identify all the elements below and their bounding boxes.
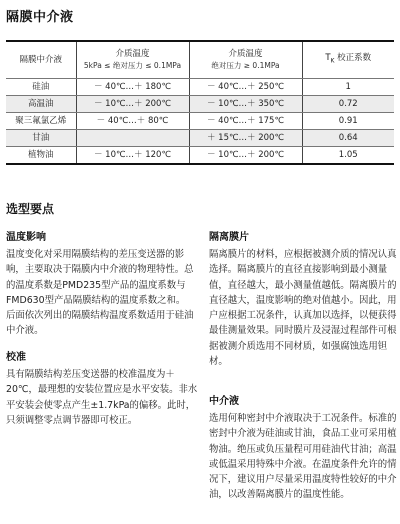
header-fluid-name: 隔膜中介液 <box>6 41 76 79</box>
section-title: 选型要点 <box>6 202 55 216</box>
header-temp-low-pressure <box>76 41 189 79</box>
table-row <box>6 147 394 165</box>
table-row <box>6 113 394 130</box>
temperature-effect-heading: 温度影响 <box>6 232 46 243</box>
calibration-paragraph: 具有隔膜结构差压变送器的校准温度为＋20℃，最理想的安装位置应是水平安装。非水平安装会使零点产生±1.7kPa的偏移。此时，只须调整零点调节器即可校正。 <box>6 369 198 426</box>
table-row <box>6 96 394 113</box>
fluid-name-cell: 高温油 <box>6 96 76 113</box>
coefficient-symbol: T <box>325 53 331 64</box>
coefficient-subscript: K <box>330 57 335 65</box>
temp-low-pressure-cell <box>76 130 189 147</box>
table-row <box>6 130 394 147</box>
coefficient-cell: 1 <box>302 79 394 96</box>
temp-high-pressure-cell: － 40℃…＋ 175℃ <box>189 113 302 130</box>
diaphragm-paragraph: 隔离膜片的材料，应根据被测介质的情况认真选择。隔离膜片的直径直接影响到最小测量值，直径越大，最小测量值越低。隔离膜片的直径越大，温度影响的绝对值越小。因此，用户应根据工况条件，认真加以选择，以便获得最佳测量效果。同时膜片及浸湿过程部件可根据被测介质选用不同材质，如强腐蚀选用钽材。 <box>209 249 397 368</box>
temp-low-pressure-cell: － 10℃…＋ 200℃ <box>76 96 189 113</box>
header-temp-high-pressure-sub: 绝对压力 ≥ 0.1MPa <box>211 61 280 70</box>
fluid-name-cell: 硅油 <box>6 79 76 96</box>
header-temp-low-pressure-sub: 5kPa ≤ 绝对压力 ≤ 0.1MPa <box>83 61 182 70</box>
diaphragm-heading: 隔离膜片 <box>209 232 249 243</box>
temp-high-pressure-cell: － 10℃…＋ 350℃ <box>189 96 302 113</box>
temp-high-pressure-cell: － 40℃…＋ 250℃ <box>189 79 302 96</box>
temp-low-pressure-cell: － 40℃…＋ 180℃ <box>76 79 189 96</box>
calibration-heading: 校准 <box>6 352 26 363</box>
header-temp-low-pressure-main: 介质温度 <box>115 49 150 59</box>
fluid-name-cell: 甘油 <box>6 130 76 147</box>
header-temp-high-pressure <box>189 41 302 79</box>
temp-low-pressure-cell: － 10℃…＋ 120℃ <box>76 147 189 165</box>
calibration-section <box>6 350 198 428</box>
fill-fluid-paragraph: 选用何种密封中介液取决于工况条件。标准的密封中介液为硅油或甘油，食品工业可采用植物油。绝压或负压量程可用硅油代甘油；高温或低温采用特殊中介液。在温度条件允许的情况下，建议用户尽量采用温度特性较好的中介油，以改善隔离膜片的温度性能。 <box>209 413 397 501</box>
fill-fluid-heading: 中介液 <box>209 396 239 407</box>
header-temp-high-pressure-main: 介质温度 <box>228 49 263 59</box>
temp-high-pressure-cell: － 10℃…＋ 200℃ <box>189 147 302 165</box>
table-row <box>6 79 394 96</box>
temperature-effect-paragraph: 温度变化对采用隔膜结构的差压变送器的影响，主要取决于隔膜内中介液的物理特性。总的温度系数是PMD235型产品的温度系数与FMD630型产品隔膜结构的温度系数之和。 <box>6 249 194 306</box>
fill-fluid-section <box>209 394 397 503</box>
coefficient-cell: 0.64 <box>302 130 394 147</box>
diaphragm-section <box>209 230 397 369</box>
table-header-row <box>6 41 394 79</box>
fluid-name-cell: 聚三氟氯乙烯 <box>6 113 76 130</box>
coefficient-cell: 0.91 <box>302 113 394 130</box>
fluid-name-cell: 植物油 <box>6 147 76 165</box>
temp-low-pressure-cell: － 40℃…＋ 80℃ <box>76 113 189 130</box>
coefficient-cell: 1.05 <box>302 147 394 165</box>
fill-fluid-table <box>6 40 394 165</box>
temperature-effect-section <box>6 230 198 339</box>
temperature-effect-note: 后面依次列出的隔膜结构温度系数适用于硅油中介液。 <box>6 310 194 337</box>
page-title: 隔膜中介液 <box>6 10 74 25</box>
coefficient-cell: 0.72 <box>302 96 394 113</box>
temp-high-pressure-cell: ＋ 15℃…＋ 200℃ <box>189 130 302 147</box>
coefficient-label: 校正系数 <box>334 53 372 64</box>
header-correction-coefficient <box>302 41 394 79</box>
